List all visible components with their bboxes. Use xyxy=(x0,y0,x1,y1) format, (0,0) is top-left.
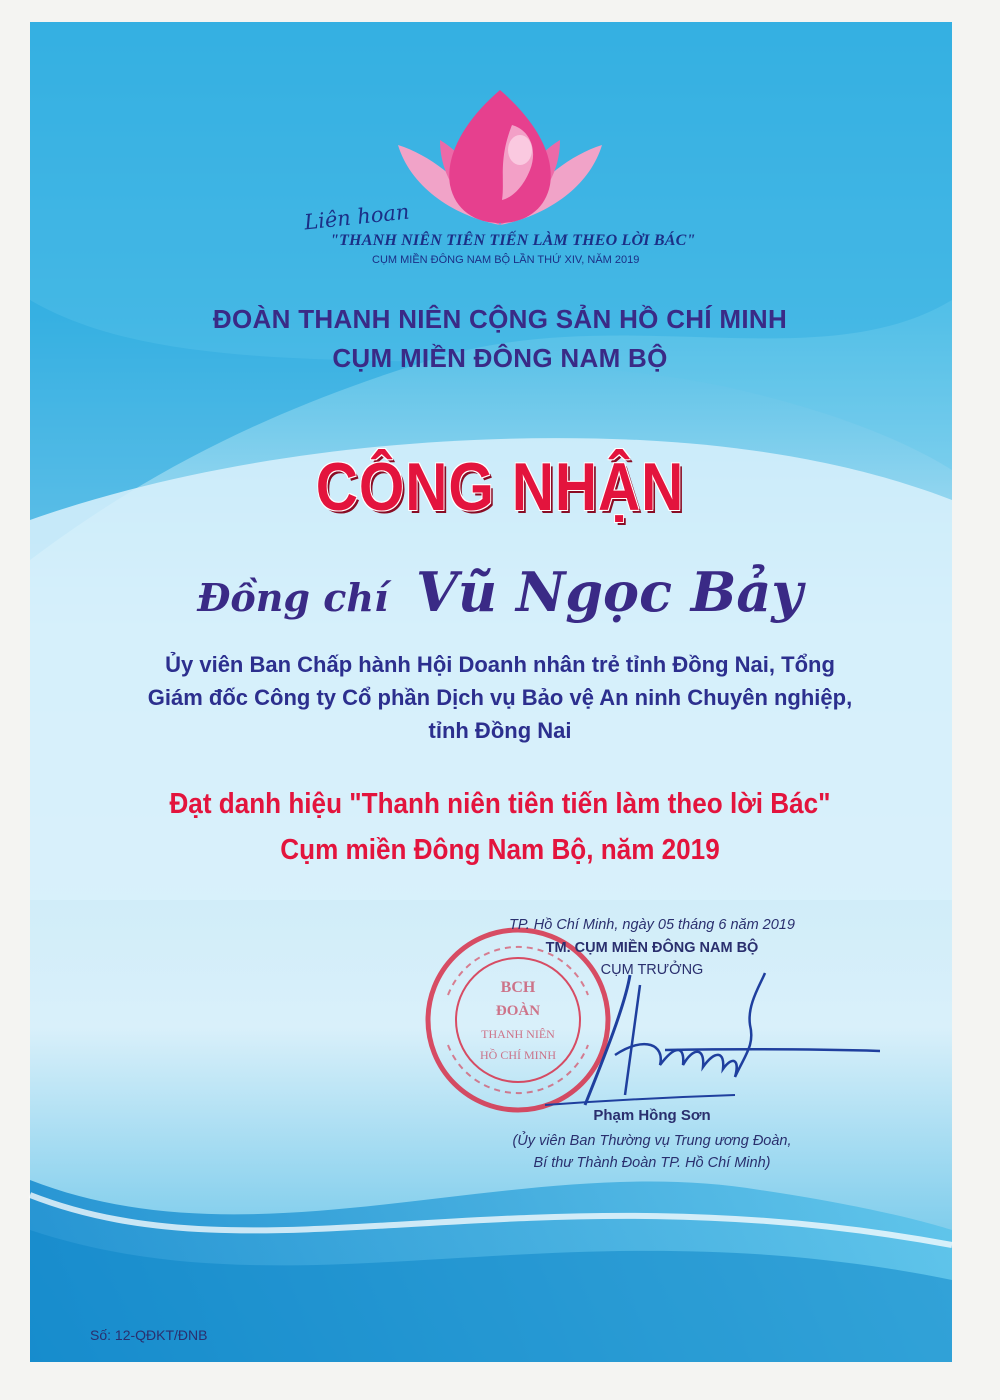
signer-note-line-1: (Ủy viên Ban Thường vụ Trung ương Đoàn, xyxy=(512,1133,792,1149)
position-line-2: Giám đốc Công ty Cổ phần Dịch vụ Bảo vệ An ninh Chuyên nghiệp, xyxy=(147,685,853,710)
on-behalf-line: TM. CỤM MIỀN ĐÔNG NAM BỘ xyxy=(545,940,759,956)
svg-text:HỒ CHÍ MINH: HỒ CHÍ MINH xyxy=(480,1048,556,1062)
certificate-heading: CÔNG NHẬN xyxy=(315,449,685,525)
position-line-1: Ủy viên Ban Chấp hành Hội Doanh nhân trẻ tỉnh Đồng Nai, Tổng xyxy=(165,652,835,677)
decision-number: Số: 12-QĐKT/ĐNB xyxy=(90,1327,208,1343)
logo-title: "THANH NIÊN TIÊN TIẾN LÀM THEO LỜI BÁC" xyxy=(330,232,696,249)
position-text xyxy=(0,648,1000,747)
signing-date: TP. Hồ Chí Minh, ngày 05 tháng 6 năm 2019 xyxy=(509,917,795,933)
honoree xyxy=(0,560,1000,624)
signer-name: Phạm Hồng Sơn xyxy=(593,1107,711,1124)
position-line-3: tỉnh Đồng Nai xyxy=(428,718,572,743)
signer-role: CỤM TRƯỞNG xyxy=(600,962,704,978)
svg-text:ĐOÀN: ĐOÀN xyxy=(495,1003,541,1019)
organization-line-2: CỤM MIỀN ĐÔNG NAM BỘ xyxy=(332,343,668,373)
signer-title-note xyxy=(472,1130,832,1174)
achievement-line-2: Cụm miền Đông Nam Bộ, năm 2019 xyxy=(280,834,720,866)
signer-note-line-2: Bí thư Thành Đoàn TP. Hồ Chí Minh) xyxy=(533,1155,771,1171)
svg-text:THANH NIÊN: THANH NIÊN xyxy=(481,1027,555,1041)
honoree-name: Vũ Ngọc Bảy xyxy=(415,560,803,624)
svg-text:BCH: BCH xyxy=(500,979,536,996)
logo-script-text: Liên hoan xyxy=(303,199,411,235)
achievement-line-1: Đạt danh hiệu "Thanh niên tiên tiến làm theo lời Bác" xyxy=(169,788,831,820)
achievement-text xyxy=(50,781,950,873)
honoree-salutation: Đồng chí xyxy=(197,575,389,620)
handwritten-signature xyxy=(535,965,895,1115)
organization-line-1: ĐOÀN THANH NIÊN CỘNG SẢN HỒ CHÍ MINH xyxy=(212,304,788,334)
logo-subtitle: CỤM MIỀN ĐÔNG NAM BỘ LẦN THỨ XIV, NĂM 2019 xyxy=(372,254,640,266)
